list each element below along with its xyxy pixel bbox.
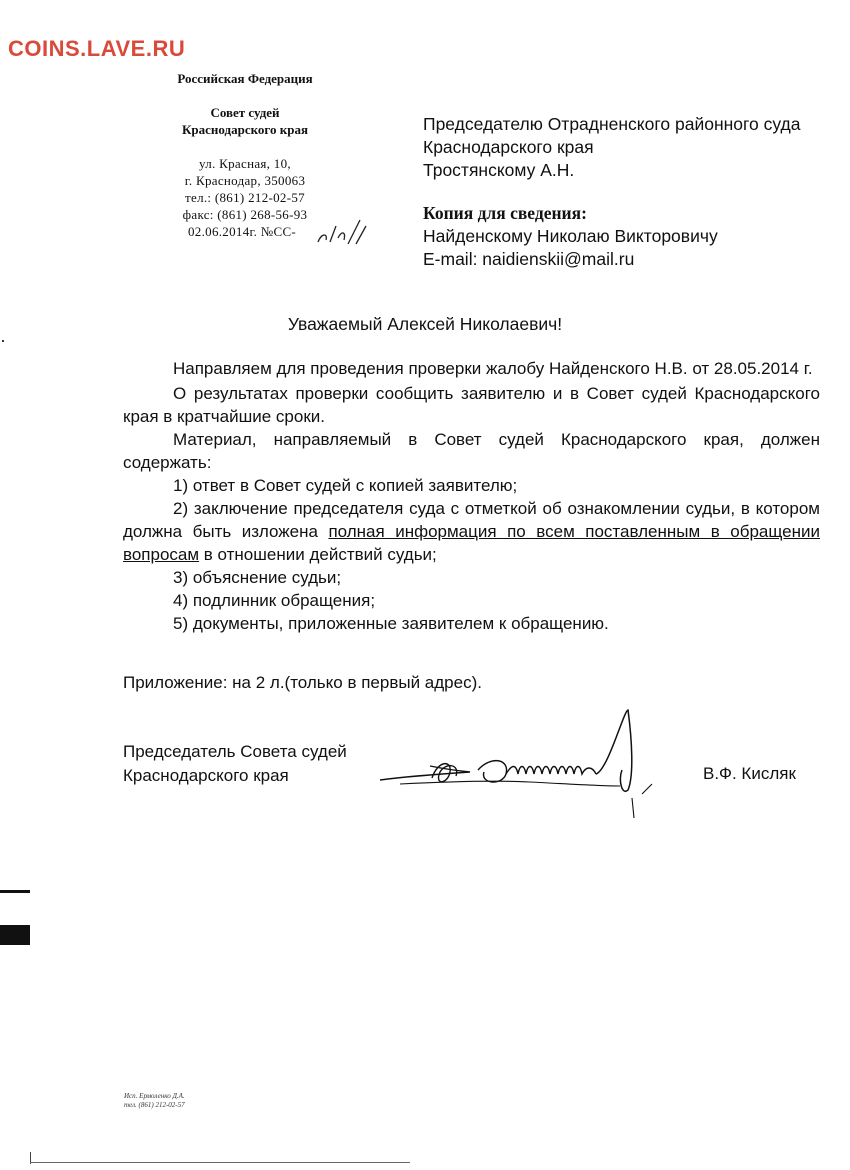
- attachment-note: Приложение: на 2 л.(только в первый адрес).: [123, 673, 482, 692]
- letter-body: [123, 357, 820, 635]
- paragraph-2: О результатах проверки сообщить заявителю и в Совет судей Краснодарского края в кратчайшие сроки.: [123, 384, 820, 426]
- watermark: COINS.LAVE.RU: [8, 36, 186, 61]
- list-item-3: 3) объяснение судьи;: [173, 568, 342, 587]
- sender-ref: 02.06.2014г. №СС-: [188, 224, 297, 239]
- sender-phone: тел.: (861) 212-02-57: [185, 190, 305, 205]
- list-item-2-start: 2) заключение председателя суда с отметкой об ознакомлении судьи, в котором должна быть изложена: [123, 499, 820, 541]
- executor-line1: Исп. Ермоленко Д.А.: [124, 1092, 185, 1100]
- scan-artifact-dot: [2, 340, 4, 342]
- copy-name: Найденскому Николаю Викторовичу: [423, 226, 718, 246]
- handwritten-signature: [370, 700, 670, 830]
- sender-address1: ул. Красная, 10,: [199, 156, 291, 171]
- greeting: Уважаемый Алексей Николаевич!: [287, 314, 563, 334]
- list-item-5: 5) документы, приложенные заявителем к обращению.: [173, 614, 609, 633]
- paragraph-3: Материал, направляемый в Совет судей Краснодарского края, должен содержать:: [123, 430, 820, 472]
- sender-address2: г. Краснодар, 350063: [184, 173, 306, 188]
- copy-label: Копия для сведения:: [423, 203, 587, 223]
- executor-line2: тел. (861) 212-02-57: [124, 1101, 185, 1109]
- list-item-2-underlined: полная информация по всем поставленным в обращении вопросам: [123, 522, 820, 564]
- list-item-4: 4) подлинник обращения;: [173, 591, 376, 610]
- scan-artifact-line: [30, 1162, 410, 1163]
- signer-title-line2: Краснодарского края: [123, 766, 289, 785]
- recipient-line3: Тростянскому А.Н.: [423, 160, 575, 180]
- signer-title-line1: Председатель Совета судей: [123, 742, 347, 761]
- scan-artifact-bar-top: [0, 890, 30, 893]
- list-item-1: 1) ответ в Совет судей с копией заявителю;: [173, 476, 518, 495]
- scan-artifact-bar-bottom: [0, 925, 30, 945]
- paragraph-1: Направляем для проведения проверки жалобу Найденского Н.В. от 28.05.2014 г.: [173, 359, 813, 378]
- signer-title: [123, 740, 347, 788]
- sender-country: Российская Федерация: [177, 71, 313, 86]
- copy-email: E-mail: naidienskii@mail.ru: [423, 249, 635, 269]
- sender-org-line1: Совет судей: [210, 105, 280, 120]
- recipient-line2: Краснодарского края: [423, 137, 594, 157]
- signer-name: В.Ф. Кисляк: [703, 764, 796, 783]
- sender-org-line2: Краснодарского края: [181, 122, 309, 137]
- outgoing-number-handwriting: [280, 212, 370, 252]
- executor-note: [124, 1092, 185, 1110]
- list-item-2-end: в отношении действий судьи;: [199, 545, 437, 564]
- recipient-block: [423, 113, 843, 271]
- list-item-2: [123, 497, 820, 566]
- recipient-line1: Председателю Отрадненского районного суда: [423, 114, 801, 134]
- sender-fax: факс: (861) 268-56-93: [182, 207, 308, 222]
